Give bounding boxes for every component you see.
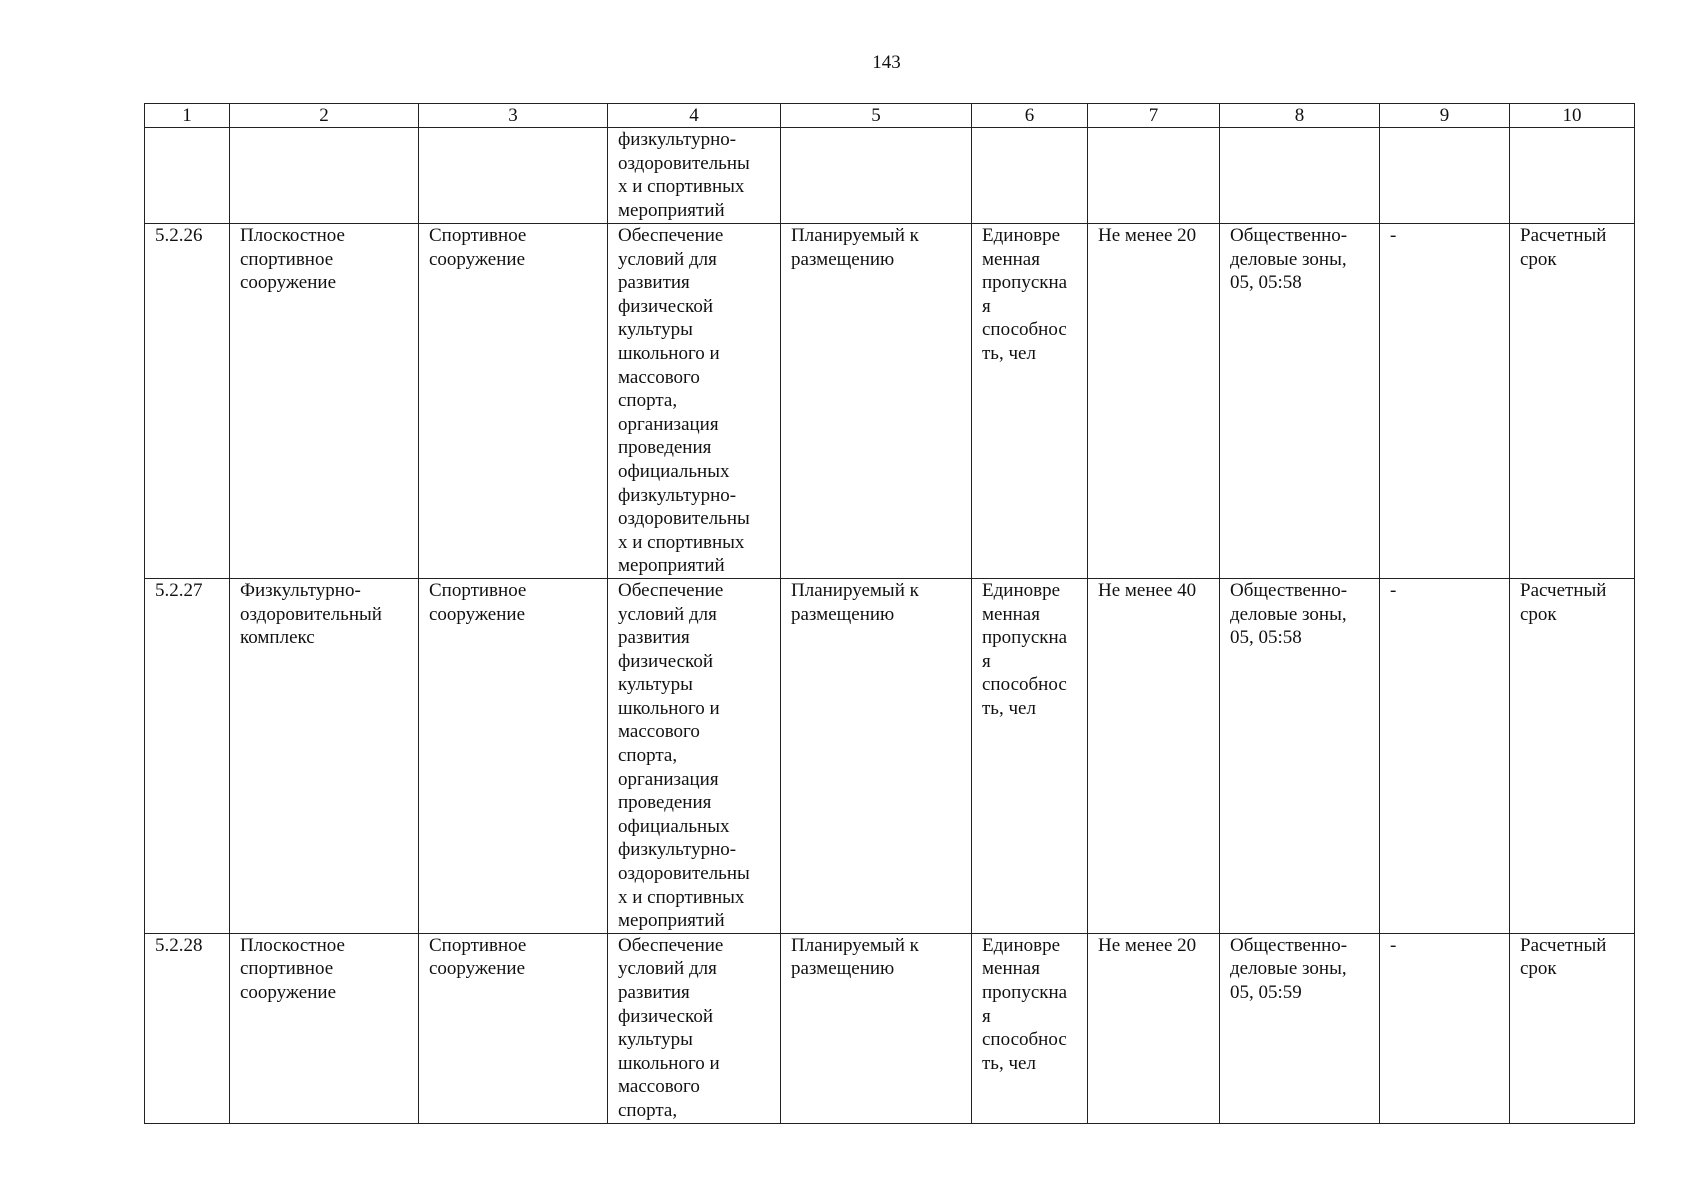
cell-type <box>419 128 608 224</box>
cell-value: Не менее 40 <box>1088 578 1220 933</box>
cell-col9: - <box>1380 224 1510 579</box>
cell-number <box>145 128 230 224</box>
table-row <box>145 224 1635 579</box>
cell-status: Планируемый к размещению <box>781 578 972 933</box>
cell-type: Спортивное сооружение <box>419 224 608 579</box>
column-header: 6 <box>972 104 1088 128</box>
cell-number: 5.2.27 <box>145 578 230 933</box>
cell-deadline: Расчетный срок <box>1510 933 1635 1123</box>
cell-name: Плоскостное спортивное сооружение <box>230 933 419 1123</box>
cell-status <box>781 128 972 224</box>
column-header: 1 <box>145 104 230 128</box>
cell-zone: Общественно- деловые зоны, 05, 05:59 <box>1220 933 1380 1123</box>
cell-purpose: физкультурно- оздоровительны х и спортивных мероприятий <box>608 128 781 224</box>
cell-status: Планируемый к размещению <box>781 933 972 1123</box>
cell-col9: - <box>1380 933 1510 1123</box>
column-header: 7 <box>1088 104 1220 128</box>
cell-characteristic: Единовре менная пропускна я способнос ть, чел <box>972 578 1088 933</box>
cell-zone: Общественно- деловые зоны, 05, 05:58 <box>1220 224 1380 579</box>
cell-deadline <box>1510 128 1635 224</box>
table-row <box>145 933 1635 1123</box>
cell-type: Спортивное сооружение <box>419 578 608 933</box>
cell-name: Физкультурно- оздоровительный комплекс <box>230 578 419 933</box>
cell-name <box>230 128 419 224</box>
column-header: 4 <box>608 104 781 128</box>
cell-purpose: Обеспечение условий для развития физической культуры школьного и массового спорта, <box>608 933 781 1123</box>
cell-characteristic: Единовре менная пропускна я способнос ть, чел <box>972 933 1088 1123</box>
cell-number: 5.2.28 <box>145 933 230 1123</box>
cell-name: Плоскостное спортивное сооружение <box>230 224 419 579</box>
table-row <box>145 578 1635 933</box>
cell-zone: Общественно- деловые зоны, 05, 05:58 <box>1220 578 1380 933</box>
cell-value: Не менее 20 <box>1088 224 1220 579</box>
column-header: 9 <box>1380 104 1510 128</box>
cell-number: 5.2.26 <box>145 224 230 579</box>
cell-deadline: Расчетный срок <box>1510 224 1635 579</box>
column-header: 10 <box>1510 104 1635 128</box>
cell-characteristic <box>972 128 1088 224</box>
column-header: 2 <box>230 104 419 128</box>
column-number-row <box>145 104 1635 128</box>
cell-value <box>1088 128 1220 224</box>
facilities-table <box>144 103 1635 1124</box>
cell-characteristic: Единовре менная пропускна я способнос ть, чел <box>972 224 1088 579</box>
cell-col9 <box>1380 128 1510 224</box>
cell-purpose: Обеспечение условий для развития физической культуры школьного и массового спорта, организация проведения официальных физкультурно- оздоровительны х и спортивных мероприятий <box>608 578 781 933</box>
column-header: 8 <box>1220 104 1380 128</box>
cell-status: Планируемый к размещению <box>781 224 972 579</box>
table-row-continuation <box>145 128 1635 224</box>
cell-col9: - <box>1380 578 1510 933</box>
cell-purpose: Обеспечение условий для развития физической культуры школьного и массового спорта, организация проведения официальных физкультурно- оздоровительны х и спортивных мероприятий <box>608 224 781 579</box>
cell-deadline: Расчетный срок <box>1510 578 1635 933</box>
cell-zone <box>1220 128 1380 224</box>
cell-value: Не менее 20 <box>1088 933 1220 1123</box>
column-header: 3 <box>419 104 608 128</box>
column-header: 5 <box>781 104 972 128</box>
cell-type: Спортивное сооружение <box>419 933 608 1123</box>
page-number: 143 <box>872 52 901 73</box>
